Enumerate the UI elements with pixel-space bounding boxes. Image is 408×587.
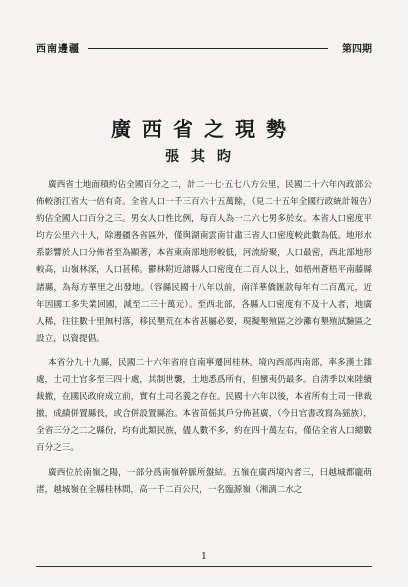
running-header [36, 40, 372, 54]
page-number: 1 [201, 552, 207, 562]
article-body [36, 177, 372, 499]
paragraph: 廣西省土地面積約佔全國百分之二，計二一七·五七八方公里，民國二十六年內政部公佈較浙江省大一倍有奇。全省人口一千三百六十五萬餘，（見二十五年全國行政統計報告）約佔全國人口百分之三。男女人口性比例，每百人為一二六七男多於女。本省人口密度平均方公里六十人，除邊疆各省區外，僅與湖南雲南甘肅三省人口密度較此數為低。地形水系影響於人口分佈者至為顯著，本省東南部地形較低，河流紛聚，人口最密，西北部地形較高，山嶺林深，人口甚稀。鬱林附近諸縣人口密度在二百人以上，如梧州蒼梧平南藤縣諸縣，為每方華里之出發地。（容縣民國十八年以前，南洋華僑匯款每年有二百萬元，近年因國工多失業回國，減至二三十萬元）。至西北部，各縣人口密度有不及十人者，地廣人稀，往往數十里無村落，移民墾荒在本省甚屬必要，現擬墾殖區之沙灘有墾殖試驗區之設立，以資提倡。 [36, 180, 372, 344]
article-title: 廣西省之現勢 [111, 117, 297, 141]
issue-number: 第四期 [342, 44, 372, 55]
footer-rule [36, 566, 372, 567]
paragraph: 本省分九十九縣，民國二十六年省府自南寧遷回桂林。境內西部西南部，率多漢土雜處，土司土官多至三四十處，其制世襲，土地悉爲所有，但蠻夷仍最多。自淸季以來陸續裁撤，在國民政府成立前，實有土司名義之存在。民國十六年以後，本省所有土司一律裁撤，成績併置縣長，或合併設置縣治。本省苗傜其戶分佈甚廣，（今日官書改寫為猺族），全省三分之二之縣份，均有此類民族，儘人數不多，約在四十萬左右，僅佔全省人口總數百分之三。 [36, 357, 372, 454]
paragraph: 廣西位於南嶺之陽，一部分爲南嶺幹脈所盤結。五嶺在廣西境內者三，曰越城都龐萌渚，越城嶺在全縣桂林間，高一千二百公尺，一名臨源嶺（湘漓二水之 [36, 467, 372, 495]
journal-name: 西南邊疆 [36, 44, 80, 55]
article-author: 張其昀 [165, 149, 243, 165]
header-rule [88, 48, 328, 49]
